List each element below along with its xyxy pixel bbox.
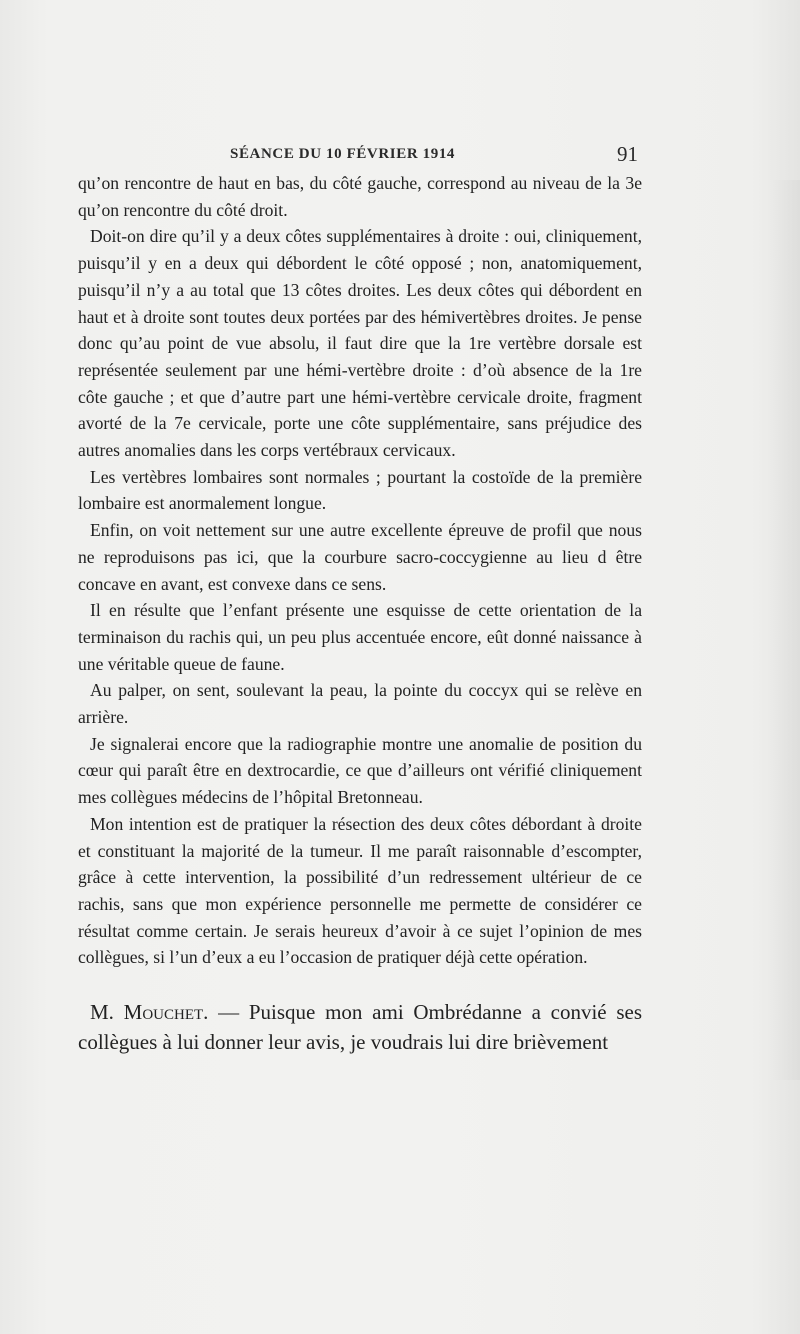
page-header [70, 142, 642, 170]
paragraph-profile-view: Enfin, on voit nettement sur une autre excellente épreuve de profil que nous ne reproduisons pas ici, que la courbure sacro-coccygienne au lieu d être concave en avant, est convexe dans ce sens. [78, 520, 642, 594]
paragraph-lumbar-vertebrae: Les vertèbres lombaires sont normales ; pourtant la costoïde de la première lombaire est anormalement longue. [78, 466, 642, 514]
speaker-name: M. Mouchet. [90, 1000, 209, 1025]
paragraph-dextrocardia: Je signalerai encore que la radiographie montre une anomalie de position du cœur qui paraît être en dextrocardie, ce que d’ailleurs ont vérifié cliniquement mes collègues médecins de l’hôpital Bretonneau. [78, 733, 642, 808]
page-number: 91 [617, 142, 638, 166]
paragraph-supplementary-ribs: Doit-on dire qu’il y a deux côtes supplémentaires à droite : oui, cliniquement, puisqu’il y en a deux qui débordent le côté opposé ; non, anatomiquement, puisqu’il n’y a au total que 13 côtes droites. Les deux côtes qui débordent en haut et à droite sont toutes deux portées par des hémivertèbres droites. Je pense donc qu’au point de vue absolu, il faut dire que la 1re vertèbre dorsale est représentée seulement par une hémi-vertèbre droite : d’où absence de la 1re côte gauche ; et que d’autre part une hémi-vertèbre cervicale droite, fragment avorté de la 7e cervicale, porte une côte supplémentaire, sans préjudice des autres anomalies dans les corps vertébraux cervicaux. [78, 226, 642, 461]
speaker-paragraph [78, 997, 642, 1057]
body-text [78, 170, 642, 1057]
paragraph-orientation: Il en résulte que l’enfant présente une esquisse de cette orientation de la terminaison du rachis qui, un peu plus accentuée encore, eût donné naissance à une véritable queue de faune. [78, 600, 642, 674]
page-edge-shadow [770, 180, 800, 1080]
paragraph-palpation: Au palper, on sent, soulevant la peau, la pointe du coccyx qui se relève en arrière. [78, 680, 642, 728]
paragraph-intention: Mon intention est de pratiquer la résection des deux côtes débordant à droite et constituant la majorité de la tumeur. Il me paraît raisonnable d’escompter, grâce à cette intervention, la possibilité d’un redressement ultérieur de ce rachis, sans que mon expérience personnelle me permette de considérer ce résultat comme certain. Je serais heureux d’avoir à ce sujet l’opinion de mes collègues, si l’un d’eux a eu l’occasion de pratiquer déjà cette opération. [78, 813, 642, 968]
paragraph-continued: qu’on rencontre de haut en bas, du côté gauche, correspond au niveau de la 3e qu’on rencontre du côté droit. [78, 173, 642, 220]
speaker-text: — Puisque mon ami Ombrédanne a convié ses collègues à lui donner leur avis, je voudrais lui dire brièvement [78, 1000, 642, 1055]
running-title: SÉANCE DU 10 FÉVRIER 1914 [230, 146, 456, 162]
